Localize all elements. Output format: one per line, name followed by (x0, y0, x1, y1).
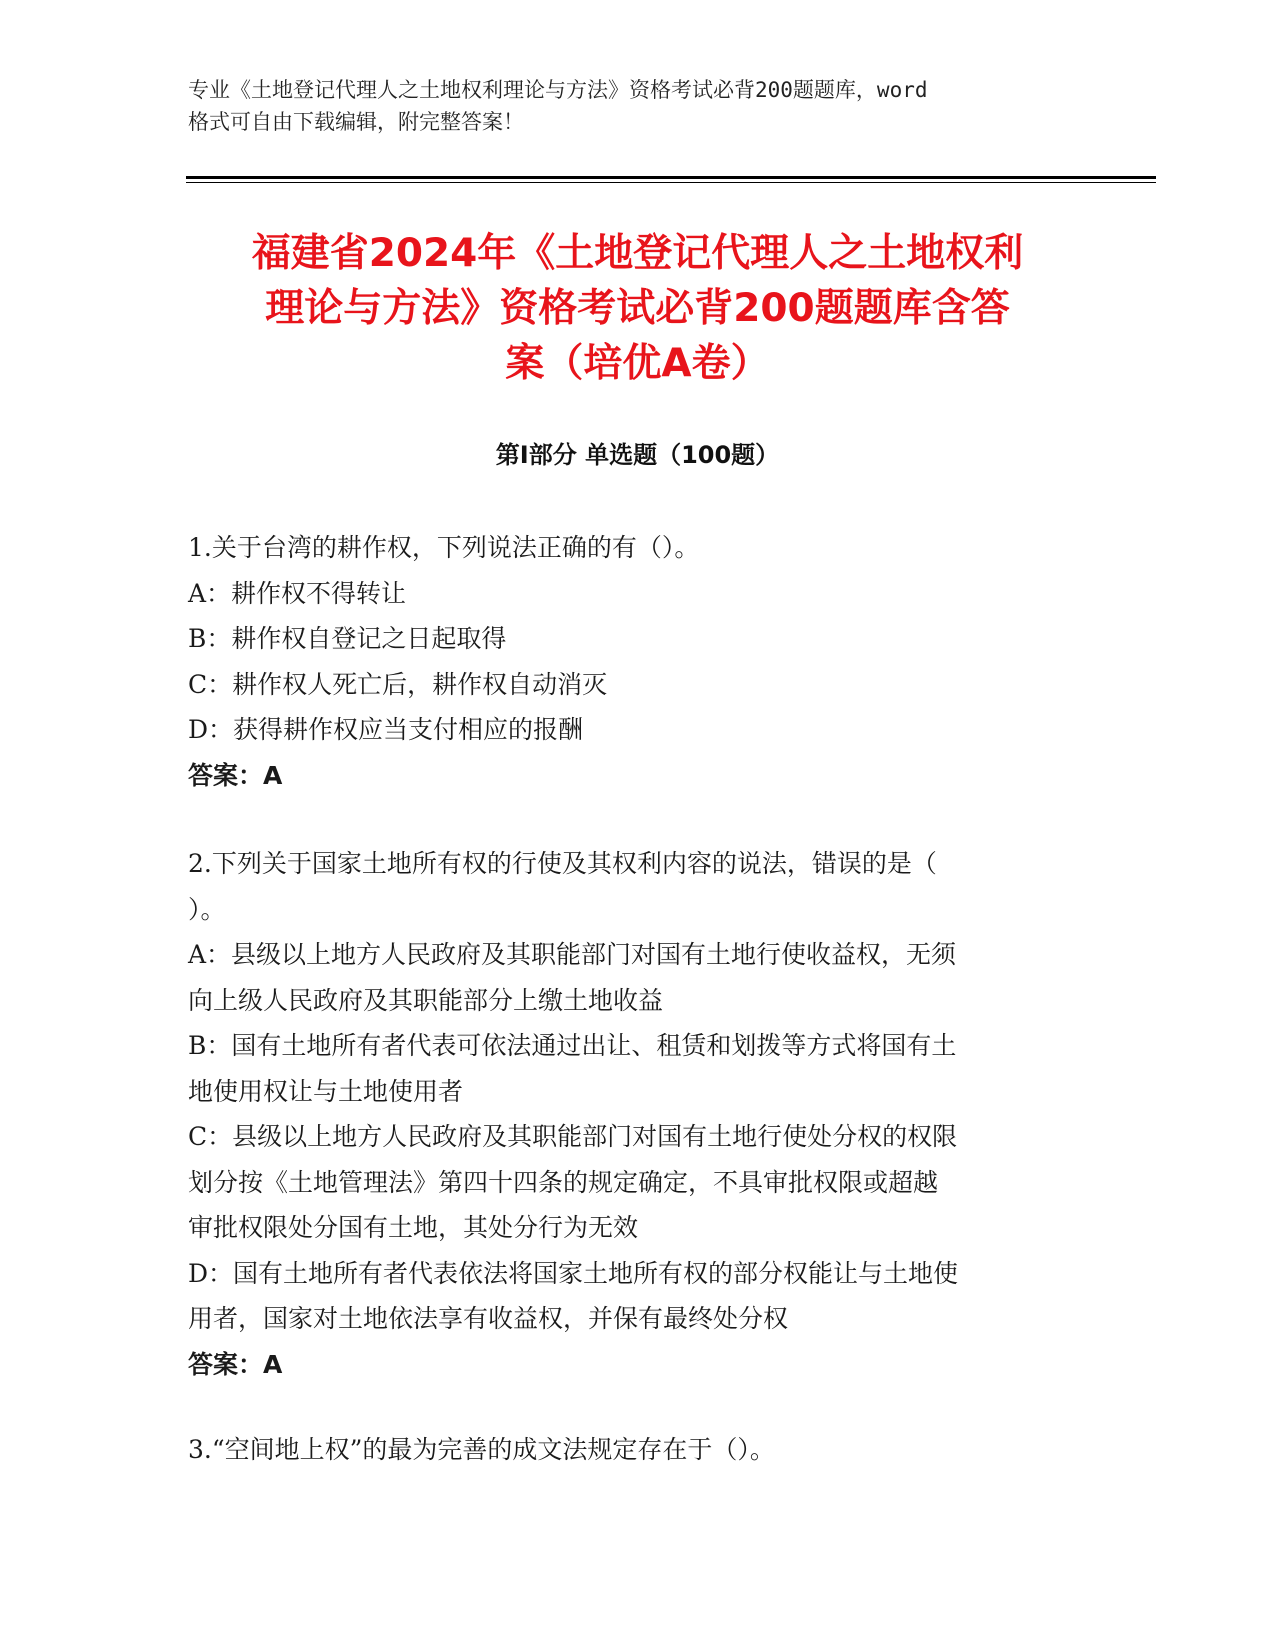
question-stem: 3.“空间地上权”的最为完善的成文法规定存在于（）。 (188, 1435, 775, 1464)
question-2 (188, 841, 1088, 1387)
question-1 (188, 525, 1088, 798)
section-heading: 第Ⅰ部分 单选题（100题） (495, 441, 780, 469)
option-b: B：耕作权自登记之日起取得 (188, 624, 507, 653)
option-d-continued: 用者，国家对土地依法享有收益权，并保有最终处分权 (188, 1304, 789, 1333)
document-title (150, 226, 1125, 391)
header-divider-thick (186, 176, 1156, 179)
document-title-line: 理论与方法》资格考试必背200题题库含答 (265, 286, 1010, 331)
option-c: C：县级以上地方人民政府及其职能部门对国有土地行使处分权的权限 (188, 1122, 958, 1151)
option-a-continued: 向上级人民政府及其职能部分上缴土地收益 (188, 985, 664, 1015)
header-divider-thin (186, 182, 1156, 183)
option-c-continued: 审批权限处分国有土地，其处分行为无效 (188, 1213, 639, 1242)
option-a: A：县级以上地方人民政府及其职能部门对国有土地行使收益权，无须 (188, 940, 957, 969)
option-c-continued: 划分按《土地管理法》第四十四条的规定确定，不具审批权限或超越 (188, 1167, 939, 1197)
header-note-line: 格式可自由下载编辑，附完整答案！ (188, 110, 524, 134)
header-note-line: 专业《土地登记代理人之土地权利理论与方法》资格考试必背200题题库，word (188, 78, 928, 102)
question-stem: 2.下列关于国家土地所有权的行使及其权利内容的说法，错误的是（ (188, 849, 937, 878)
option-d: D：国有土地所有者代表依法将国家土地所有权的部分权能让与土地使 (188, 1258, 959, 1288)
header-note (188, 74, 1088, 138)
option-a: A：耕作权不得转让 (188, 578, 407, 608)
document-title-line: 福建省2024年《土地登记代理人之土地权利 (251, 231, 1024, 276)
question-stem-continued: ）。 (188, 894, 226, 924)
option-b: B：国有土地所有者代表可依法通过出让、租赁和划拨等方式将国有土 (188, 1031, 957, 1060)
option-b-continued: 地使用权让与土地使用者 (188, 1076, 464, 1106)
question-stem: 1.关于台湾的耕作权，下列说法正确的有（）。 (188, 533, 700, 562)
option-d: D：获得耕作权应当支付相应的报酬 (188, 715, 584, 744)
answer: 答案：A (188, 1349, 283, 1379)
document-title-line: 案（培优A卷） (505, 341, 770, 386)
answer: 答案：A (188, 760, 283, 790)
question-3 (188, 1427, 1088, 1473)
option-c: C：耕作权人死亡后，耕作权自动消灭 (188, 669, 608, 699)
